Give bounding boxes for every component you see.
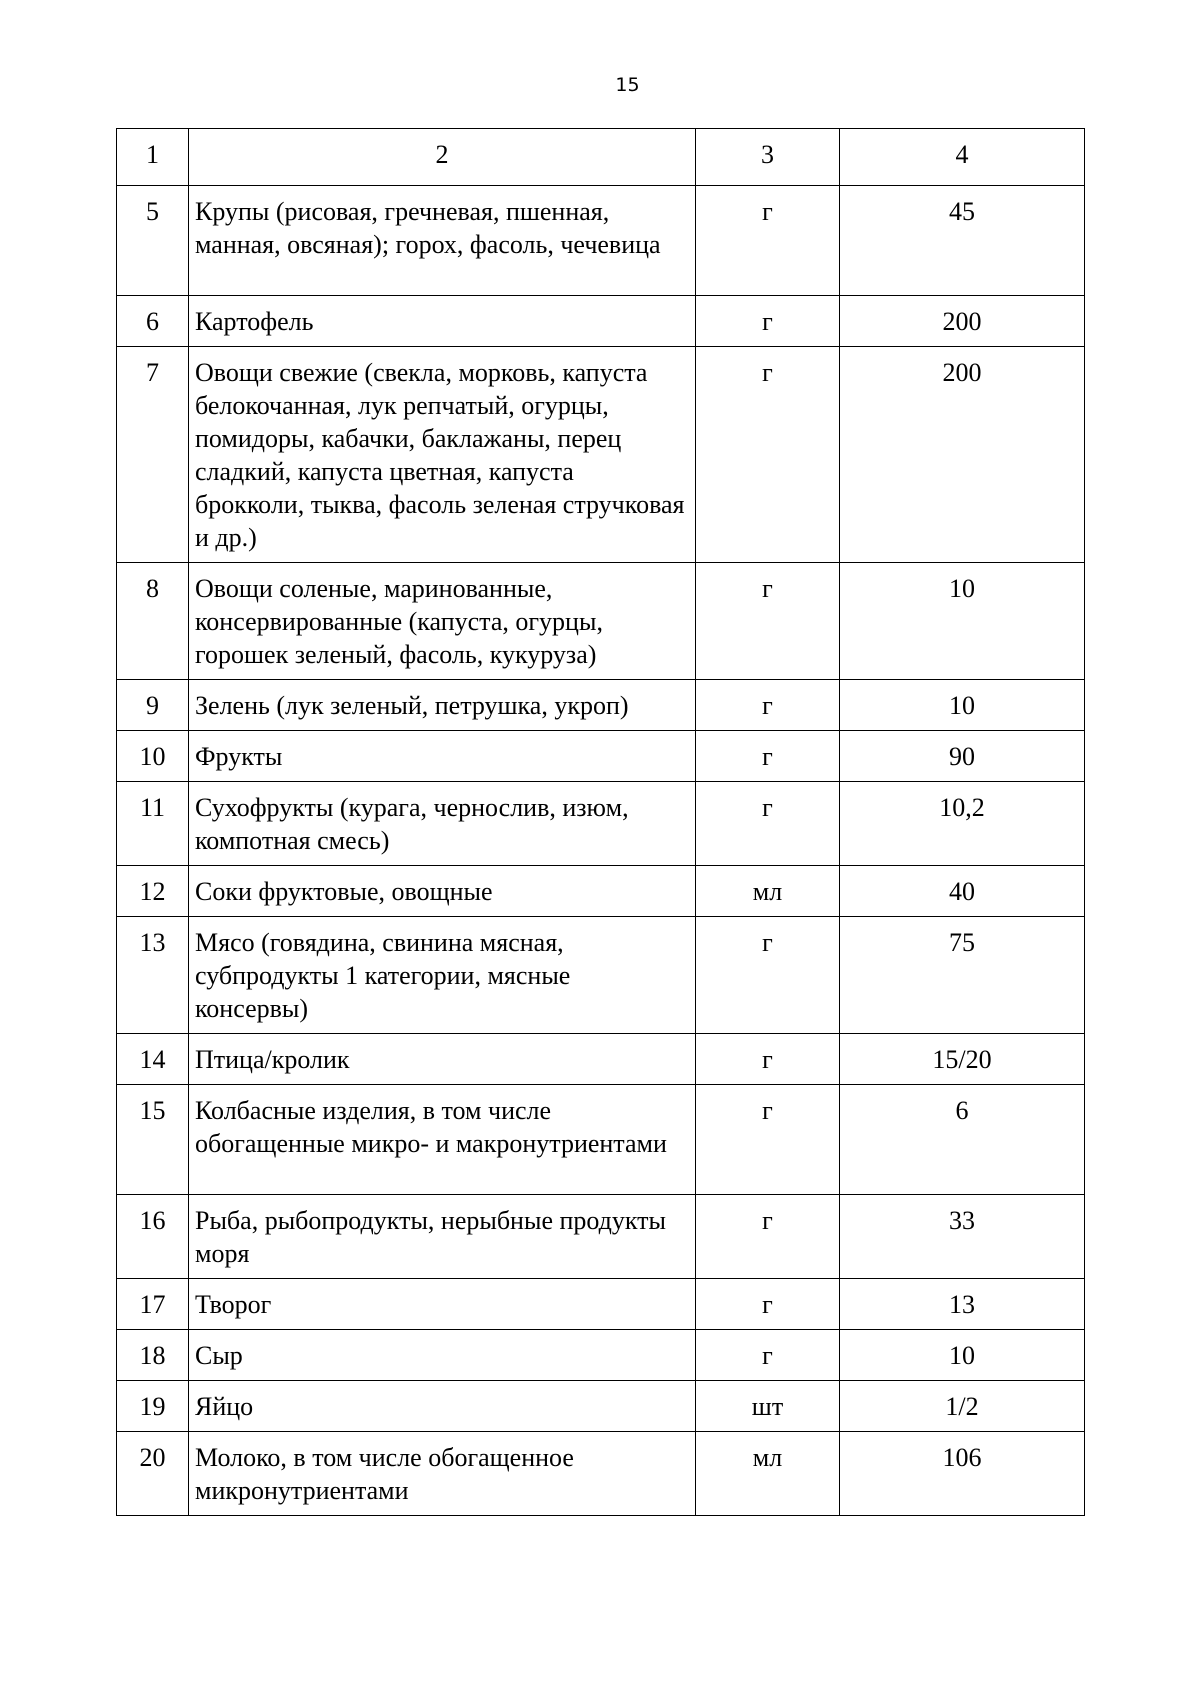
product-name: Колбасные изделия, в том числе обогащенные микро- и макронутриентами bbox=[189, 1085, 696, 1195]
row-number: 19 bbox=[117, 1381, 189, 1432]
unit: мл bbox=[696, 866, 840, 917]
row-number: 9 bbox=[117, 680, 189, 731]
quantity: 45 bbox=[840, 186, 1085, 296]
table-row bbox=[117, 296, 1085, 347]
row-number: 17 bbox=[117, 1279, 189, 1330]
row-number: 6 bbox=[117, 296, 189, 347]
row-number: 12 bbox=[117, 866, 189, 917]
row-number: 18 bbox=[117, 1330, 189, 1381]
quantity: 200 bbox=[840, 296, 1085, 347]
header-cell: 4 bbox=[840, 129, 1085, 186]
product-name: Картофель bbox=[189, 296, 696, 347]
product-name: Овощи соленые, маринованные, консервированные (капуста, огурцы, горошек зеленый, фасоль, кукуруза) bbox=[189, 563, 696, 680]
unit: шт bbox=[696, 1381, 840, 1432]
table-row bbox=[117, 917, 1085, 1034]
quantity: 33 bbox=[840, 1195, 1085, 1279]
food-norms-table bbox=[116, 128, 1085, 1516]
quantity: 6 bbox=[840, 1085, 1085, 1195]
quantity: 10 bbox=[840, 563, 1085, 680]
quantity: 15/20 bbox=[840, 1034, 1085, 1085]
row-number: 14 bbox=[117, 1034, 189, 1085]
quantity: 13 bbox=[840, 1279, 1085, 1330]
unit: г bbox=[696, 731, 840, 782]
quantity: 10 bbox=[840, 680, 1085, 731]
quantity: 1/2 bbox=[840, 1381, 1085, 1432]
product-name: Птица/кролик bbox=[189, 1034, 696, 1085]
quantity: 10 bbox=[840, 1330, 1085, 1381]
row-number: 20 bbox=[117, 1432, 189, 1516]
header-cell: 1 bbox=[117, 129, 189, 186]
unit: г bbox=[696, 186, 840, 296]
product-name: Мясо (говядина, свинина мясная, субпродукты 1 категории, мясные консервы) bbox=[189, 917, 696, 1034]
table-row bbox=[117, 186, 1085, 296]
row-number: 15 bbox=[117, 1085, 189, 1195]
product-name: Творог bbox=[189, 1279, 696, 1330]
unit: г bbox=[696, 917, 840, 1034]
table-row bbox=[117, 1279, 1085, 1330]
unit: г bbox=[696, 1279, 840, 1330]
unit: г bbox=[696, 1195, 840, 1279]
table-row bbox=[117, 563, 1085, 680]
unit: г bbox=[696, 680, 840, 731]
quantity: 106 bbox=[840, 1432, 1085, 1516]
row-number: 11 bbox=[117, 782, 189, 866]
unit: г bbox=[696, 1330, 840, 1381]
table-row bbox=[117, 731, 1085, 782]
quantity: 75 bbox=[840, 917, 1085, 1034]
product-name: Яйцо bbox=[189, 1381, 696, 1432]
row-number: 16 bbox=[117, 1195, 189, 1279]
unit: г bbox=[696, 563, 840, 680]
quantity: 200 bbox=[840, 347, 1085, 563]
table-header-row bbox=[117, 129, 1085, 186]
unit: г bbox=[696, 1034, 840, 1085]
unit: г bbox=[696, 296, 840, 347]
product-name: Зелень (лук зеленый, петрушка, укроп) bbox=[189, 680, 696, 731]
table-row bbox=[117, 1195, 1085, 1279]
quantity: 90 bbox=[840, 731, 1085, 782]
row-number: 13 bbox=[117, 917, 189, 1034]
quantity: 40 bbox=[840, 866, 1085, 917]
table-row bbox=[117, 1034, 1085, 1085]
product-name: Овощи свежие (свекла, морковь, капуста белокочанная, лук репчатый, огурцы, помидоры, кабачки, баклажаны, перец сладкий, капуста цветная, капуста брокколи, тыква, фасоль зеленая стручковая и др.) bbox=[189, 347, 696, 563]
product-name: Сухофрукты (курага, чернослив, изюм, компотная смесь) bbox=[189, 782, 696, 866]
row-number: 5 bbox=[117, 186, 189, 296]
table-row bbox=[117, 347, 1085, 563]
table-row bbox=[117, 866, 1085, 917]
row-number: 10 bbox=[117, 731, 189, 782]
product-name: Молоко, в том числе обогащенное микронутриентами bbox=[189, 1432, 696, 1516]
product-name: Сыр bbox=[189, 1330, 696, 1381]
product-name: Фрукты bbox=[189, 731, 696, 782]
table-row bbox=[117, 1381, 1085, 1432]
row-number: 7 bbox=[117, 347, 189, 563]
table-row bbox=[117, 1085, 1085, 1195]
unit: мл bbox=[696, 1432, 840, 1516]
unit: г bbox=[696, 1085, 840, 1195]
product-name: Крупы (рисовая, гречневая, пшенная, манная, овсяная); горох, фасоль, чечевица bbox=[189, 186, 696, 296]
table-row bbox=[117, 1330, 1085, 1381]
unit: г bbox=[696, 782, 840, 866]
table-row bbox=[117, 680, 1085, 731]
table-row bbox=[117, 1432, 1085, 1516]
table-row bbox=[117, 782, 1085, 866]
page-number: 15 bbox=[615, 74, 640, 96]
product-name: Соки фруктовые, овощные bbox=[189, 866, 696, 917]
header-cell: 2 bbox=[189, 129, 696, 186]
unit: г bbox=[696, 347, 840, 563]
header-cell: 3 bbox=[696, 129, 840, 186]
product-name: Рыба, рыбопродукты, нерыбные продукты моря bbox=[189, 1195, 696, 1279]
quantity: 10,2 bbox=[840, 782, 1085, 866]
row-number: 8 bbox=[117, 563, 189, 680]
